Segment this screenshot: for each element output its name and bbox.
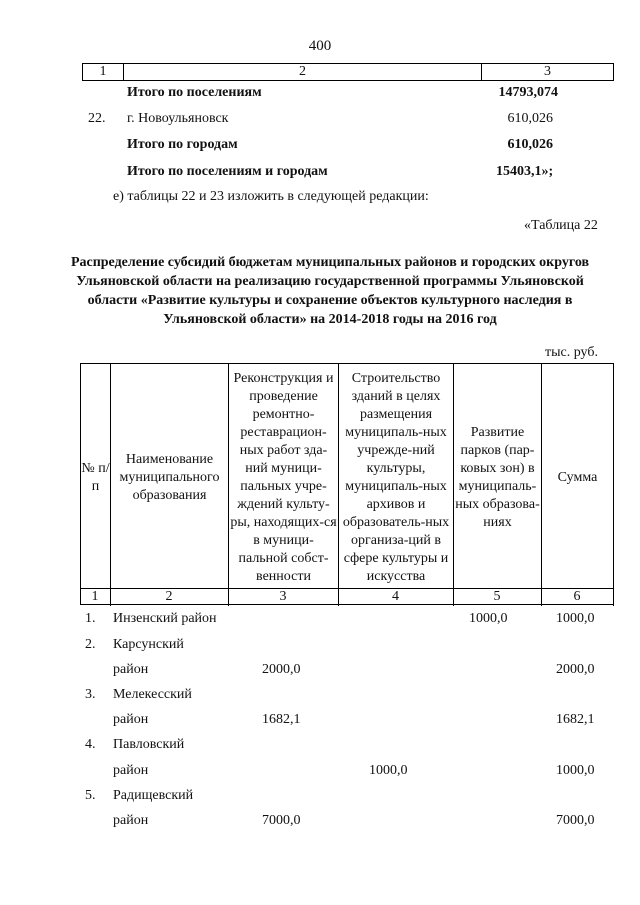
units-label: тыс. руб. (545, 345, 598, 360)
top-row-value: 610,026 (507, 111, 553, 126)
row-name-cont: район (113, 763, 149, 778)
row-number: 5. (85, 788, 96, 803)
cell-parks: 1000,0 (469, 611, 508, 626)
row-name: Карсунский (113, 637, 184, 652)
top-row-num: 22. (88, 111, 106, 126)
row-name: Радищевский (113, 788, 194, 803)
row-name: Мелекесский (113, 687, 192, 702)
row-name: Павловский (113, 737, 185, 752)
cell-reconstruction: 2000,0 (262, 662, 301, 677)
col-number: 5 (493, 589, 501, 604)
col-number: 3 (279, 589, 287, 604)
row-number: 3. (85, 687, 96, 702)
cell-reconstruction: 1682,1 (262, 712, 301, 727)
row-name-cont: район (113, 813, 149, 828)
row-name-cont: район (113, 712, 149, 727)
row-number: 2. (85, 637, 96, 652)
col-header-sum: Сумма (557, 470, 598, 485)
row-number: 1. (85, 611, 96, 626)
col-number: 6 (573, 589, 581, 604)
cell-sum: 1000,0 (556, 611, 595, 626)
top-row-value: 15403,1»; (496, 164, 554, 179)
top-row-value: 14793,074 (498, 85, 558, 100)
col-header-name: Наименование муниципального образования (119, 452, 220, 503)
top-table-header (82, 63, 614, 81)
col-header-reconstruction: Реконструкция и проведение ремонтно-реставрацион-ных работ зда-ний муници-пальных учре-ждений культу-ры, находящих-ся в муници-пальной собст-венности (230, 371, 337, 584)
row-name-cont: район (113, 662, 149, 677)
col-header-parks: Развитие парков (пар-ковых зон) в муниципаль-ных образова-ниях (455, 425, 540, 530)
cell-sum: 1000,0 (556, 763, 595, 778)
page-number: 400 (308, 38, 332, 54)
top-row-name: Итого по поселениям (127, 85, 262, 100)
row-name: Инзенский район (113, 611, 217, 626)
col-number: 2 (165, 589, 173, 604)
main-table-header (80, 363, 614, 605)
row-number: 4. (85, 737, 96, 752)
cell-construction: 1000,0 (369, 763, 408, 778)
table-label: «Таблица 22 (524, 218, 598, 233)
table-title: Распределение субсидий бюджетам муниципальных районов и городских округов Ульяновской области на реализацию государственной программы Ульяновской области «Развитие культуры и сохранение объектов культурного наследия в Ульяновской области» на 2014-2018 годы на 2016 год (70, 255, 590, 327)
top-row-value: 610,026 (507, 137, 553, 152)
top-row-name: Итого по городам (127, 137, 238, 152)
cell-sum: 1682,1 (556, 712, 595, 727)
top-row-name: Итого по поселениям и городам (127, 164, 328, 179)
cell-sum: 2000,0 (556, 662, 595, 677)
cell-reconstruction: 7000,0 (262, 813, 301, 828)
cell-sum: 7000,0 (556, 813, 595, 828)
top-col-3: 3 (544, 64, 551, 79)
col-header-number: № п/п (81, 461, 110, 494)
col-number: 4 (392, 589, 399, 604)
top-row-name: г. Новоульяновск (127, 111, 229, 126)
col-number: 1 (91, 589, 99, 604)
col-header-construction: Строительство зданий в целях размещения муниципаль-ных учрежде-ний культуры, муниципаль-ных архивов и образователь-ных организа-ций в сфере культуры и искусства (342, 371, 450, 584)
top-col-2: 2 (299, 64, 306, 79)
top-col-1: 1 (99, 64, 107, 79)
instruction-text: е) таблицы 22 и 23 изложить в следующей редакции: (113, 189, 429, 204)
